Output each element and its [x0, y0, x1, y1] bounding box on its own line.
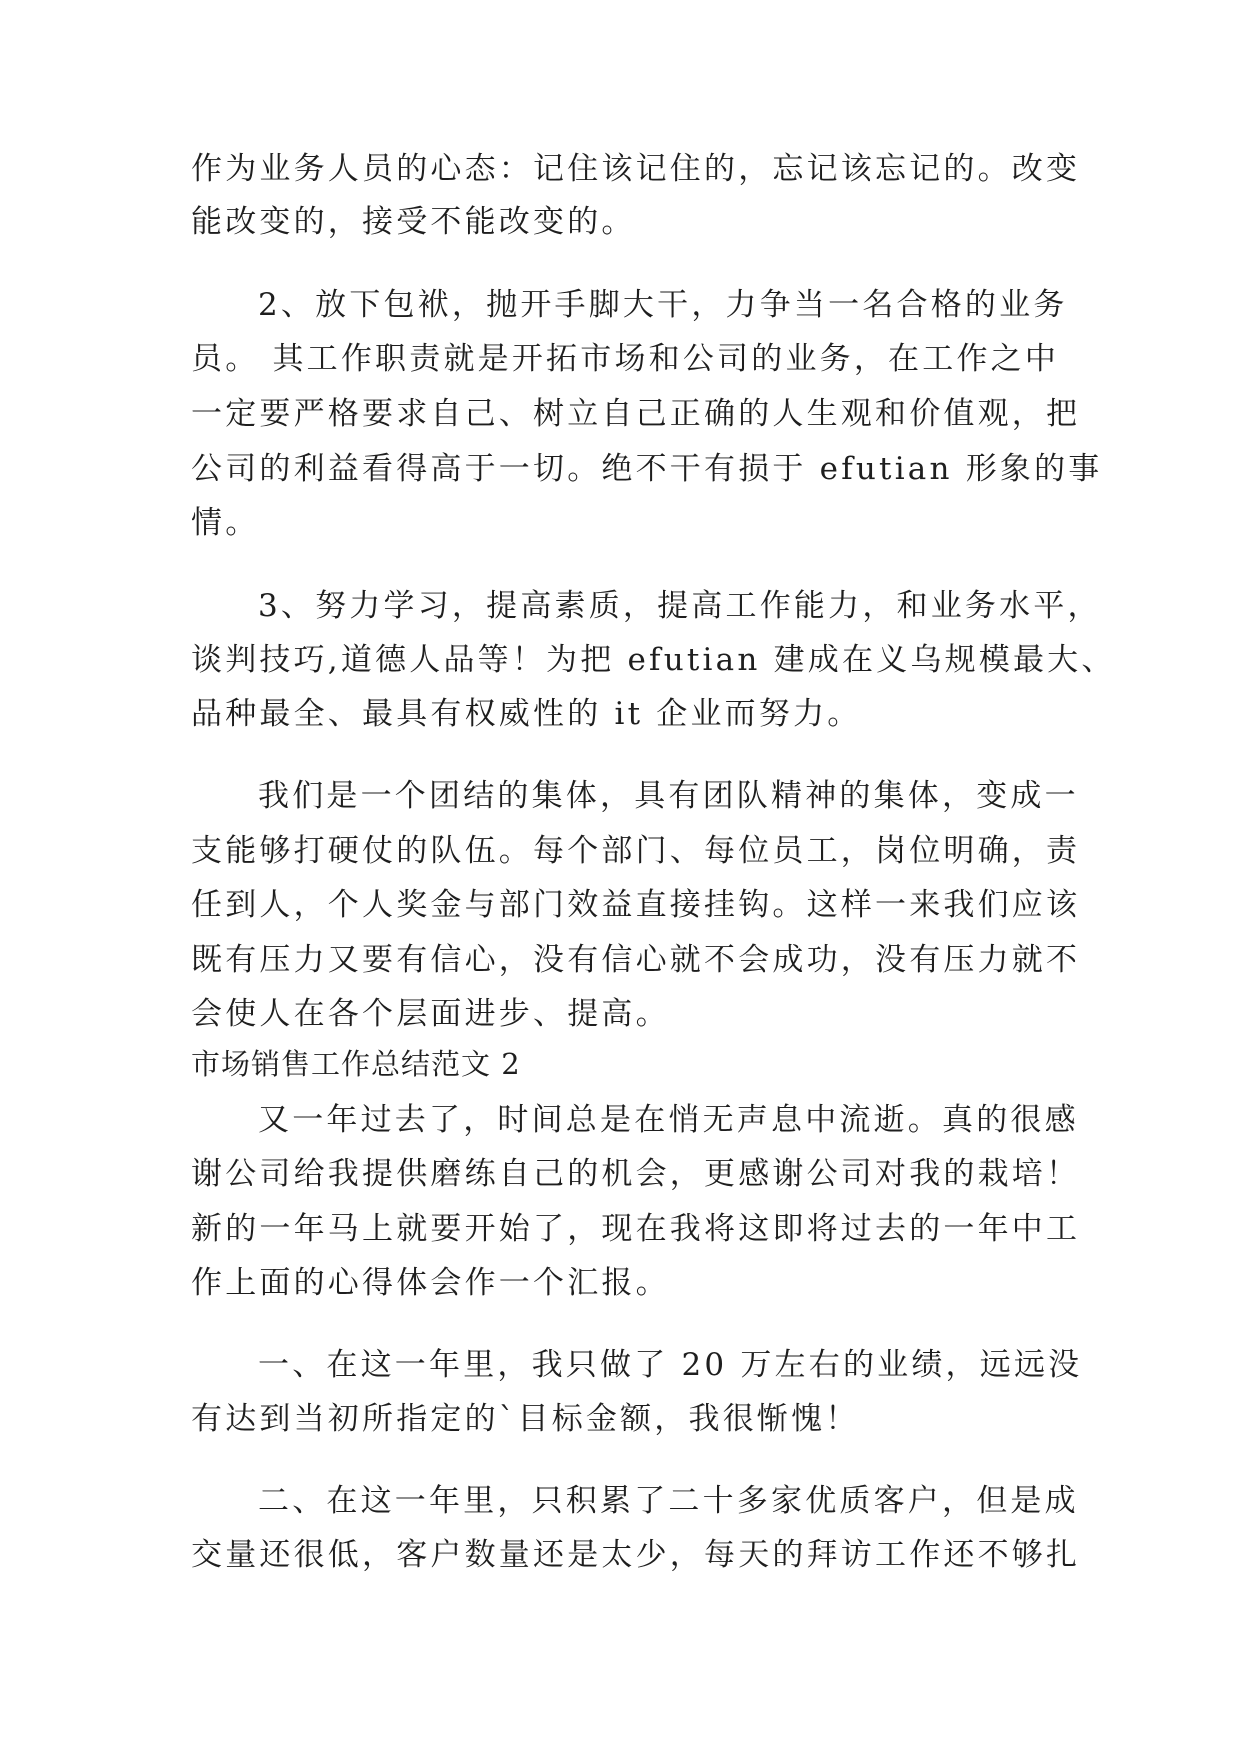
text-line: 品种最全、最具有权威性的 it 企业而努力。 — [191, 696, 862, 732]
text-line: 谢公司给我提供磨练自己的机会，更感谢公司对我的栽培！ — [191, 1156, 1081, 1192]
text-line: 3、努力学习，提高素质，提高工作能力，和业务水平， — [258, 588, 1102, 624]
text-line: 新的一年马上就要开始了，现在我将这即将过去的一年中工 — [191, 1211, 1081, 1247]
text-line: 谈判技巧,道德人品等！为把 efutian 建成在义乌规模最大、 — [191, 642, 1116, 678]
text-line: 有达到当初所指定的`目标金额，我很惭愧！ — [191, 1401, 860, 1437]
text-line: 支能够打硬仗的队伍。每个部门、每位员工，岗位明确，责 — [191, 833, 1081, 869]
text-line: 员。 其工作职责就是开拓市场和公司的业务，在工作之中 — [191, 341, 1060, 377]
section-heading: 市场销售工作总结范文 2 — [191, 1047, 521, 1081]
text-line: 能改变的，接受不能改变的。 — [191, 204, 636, 240]
text-line: 任到人，个人奖金与部门效益直接挂钩。这样一来我们应该 — [191, 887, 1081, 923]
text-line: 情。 — [191, 505, 260, 541]
text-line: 二、在这一年里，只积累了二十多家优质客户，但是成 — [258, 1483, 1079, 1519]
text-line: 会使人在各个层面进步、提高。 — [191, 996, 670, 1032]
text-line: 一定要严格要求自己、树立自己正确的人生观和价值观，把 — [191, 396, 1081, 432]
text-line: 既有压力又要有信心，没有信心就不会成功，没有压力就不 — [191, 942, 1081, 978]
text-line: 作上面的心得体会作一个汇报。 — [191, 1265, 670, 1301]
text-line: 公司的利益看得高于一切。绝不干有损于 efutian 形象的事 — [191, 451, 1103, 487]
text-line: 交量还很低，客户数量还是太少，每天的拜访工作还不够扎 — [191, 1537, 1081, 1573]
text-line: 我们是一个团结的集体，具有团队精神的集体，变成一 — [258, 778, 1079, 814]
text-line: 2、放下包袱，抛开手脚大干，力争当一名合格的业务 — [258, 287, 1068, 323]
text-line: 作为业务人员的心态：记住该记住的，忘记该忘记的。改变 — [191, 151, 1081, 187]
text-line: 又一年过去了，时间总是在悄无声息中流逝。真的很感 — [258, 1102, 1079, 1138]
text-line: 一、在这一年里，我只做了 20 万左右的业绩，远远没 — [258, 1347, 1083, 1383]
